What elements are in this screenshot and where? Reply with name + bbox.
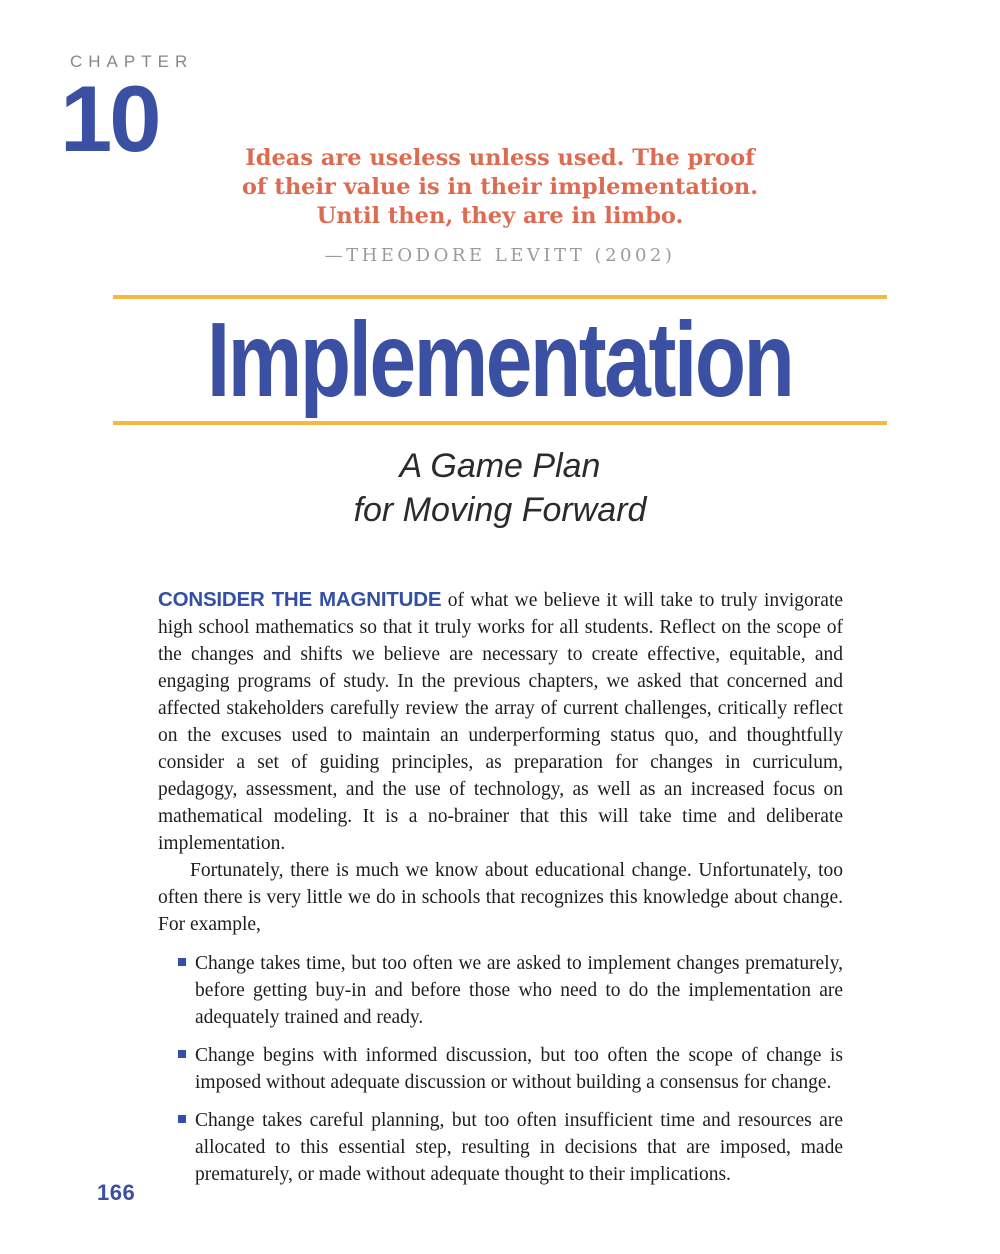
chapter-title-text: Implementation <box>207 301 793 419</box>
subtitle-line-2: for Moving Forward <box>353 491 647 529</box>
bullet-square-icon <box>178 958 186 966</box>
body-column <box>158 586 843 1199</box>
paragraph-1 <box>158 586 843 857</box>
chapter-title <box>113 300 887 420</box>
epigraph <box>0 144 1000 266</box>
chapter-label: CHAPTER <box>70 52 194 71</box>
list-item <box>158 1042 843 1096</box>
epigraph-line-3: Until then, they are in limbo. <box>316 203 684 229</box>
title-rule-top <box>113 295 887 299</box>
paragraph-1-text: of what we believe it will take to truly invigorate high school mathematics so that it truly works for all students. Reflect on the scope of the changes and shifts we believe are necessary to create effective, equitable, and engaging programs of study. In the previous chapters, we asked that concerned and affected stakeholders carefully review the array of current challenges, critically reflect on the excuses used to maintain an underperforming status quo, and thoughtfully consider a set of guiding principles, as preparation for changes in curriculum, pedagogy, assessment, and the use of technology, as well as an increased focus on mathematical modeling. It is a no-brainer that this will take time and deliberate implementation. <box>158 590 844 854</box>
bullet-square-icon <box>178 1115 186 1123</box>
subtitle-line-1: A Game Plan <box>399 447 601 485</box>
list-item <box>158 950 843 1031</box>
paragraph-2: Fortunately, there is much we know about educational change. Unfortunately, too often there is very little we do in schools that recognizes this knowledge about change. For example, <box>158 860 843 935</box>
paragraph-lead-in: CONSIDER THE MAGNITUDE <box>158 588 442 611</box>
bullet-1-text: Change takes time, but too often we are asked to implement changes prematurely, before getting buy-in and before those who need to do the implementation are adequately trained and ready. <box>195 953 843 1028</box>
page-number: 166 <box>97 1180 136 1205</box>
epigraph-line-1: Ideas are useless unless used. The proof <box>245 145 755 171</box>
title-rule-bottom <box>113 421 887 425</box>
bullet-2-text: Change begins with informed discussion, but too often the scope of change is imposed without adequate discussion or without building a consensus for change. <box>195 1045 843 1093</box>
chapter-subtitle <box>0 444 1000 532</box>
epigraph-line-2: of their value is in their implementation. <box>241 174 759 200</box>
epigraph-attribution: —THEODORE LEVITT (2002) <box>324 245 676 266</box>
list-item <box>158 1107 843 1188</box>
bullet-list <box>158 950 843 1188</box>
bullet-3-text: Change takes careful planning, but too often insufficient time and resources are allocated to this essential step, resulting in decisions that are imposed, made prematurely, or made without adequate thought to their implications. <box>195 1110 843 1185</box>
bullet-square-icon <box>178 1050 186 1058</box>
chapter-number: 10 <box>60 66 159 171</box>
